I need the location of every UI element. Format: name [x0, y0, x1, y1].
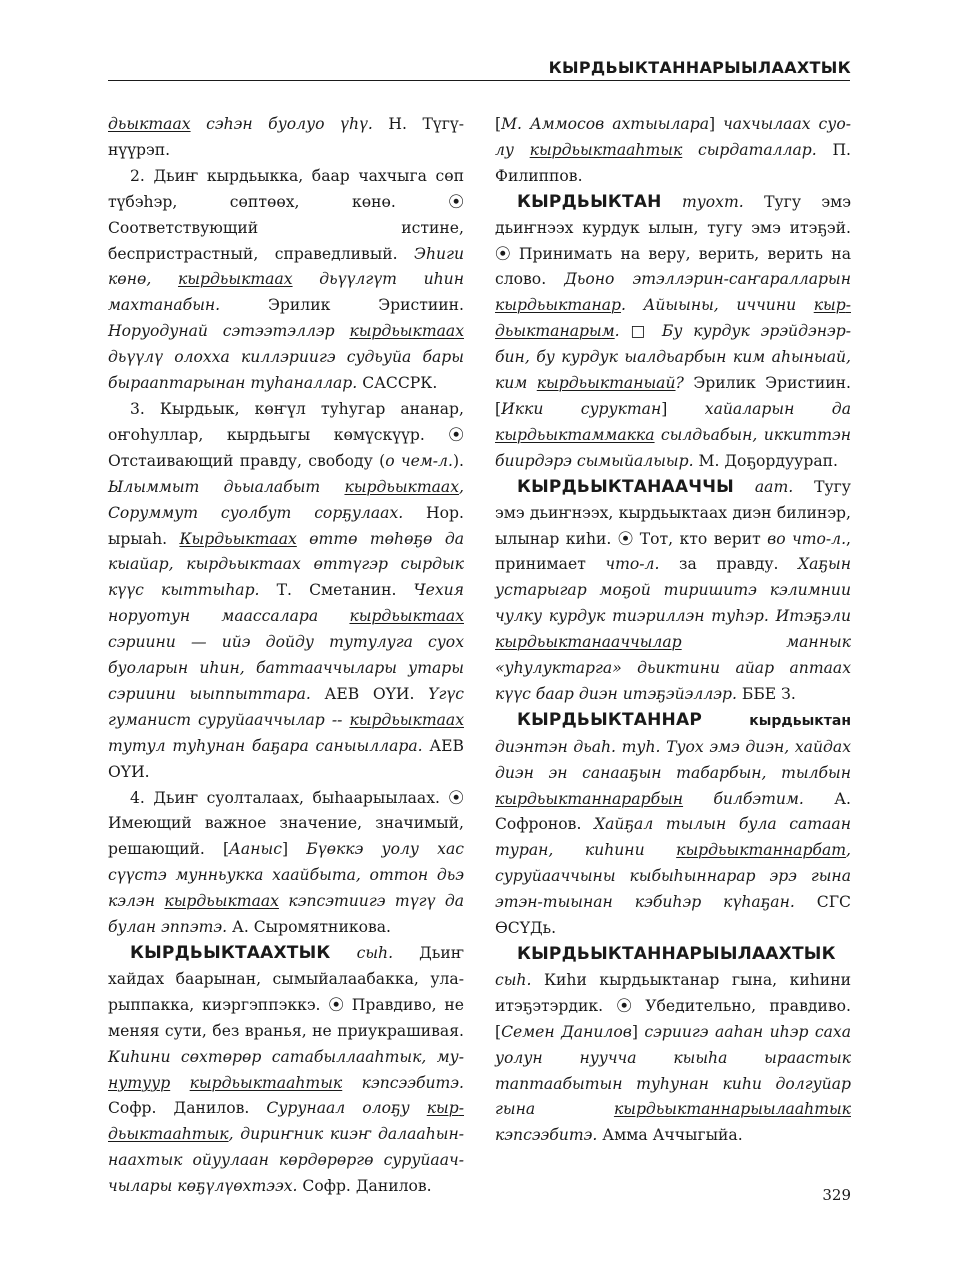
sense-marker-icon: ⦿	[603, 996, 646, 1015]
headword: КЫРДЬЫКТАННАРЫЫЛААХТЫК	[517, 944, 836, 964]
citation: Амма Аччыгыйа.	[597, 1126, 743, 1145]
right-column	[495, 112, 851, 1149]
part-of-speech: сыһ.	[495, 970, 532, 989]
citation: АЕВ ОҮИ.	[108, 736, 465, 781]
citation: П. Филиппов.	[495, 140, 851, 185]
citation: Эрилик Эристиин.	[683, 374, 851, 393]
entry-kyrdyktannar: КЫРДЬЫКТАННАР кырдьыктан диэнтэн дьаһ. туһ. Туох эмэ диэн, хайдах диэн эн санааҕын табарбын, тылбын кырдьыктаннарарбын билбэтим. А. Софронов. Хайҕал тылын була сатаан туран, киһини кырдьыктаннарбат, суруйааччыны кыбыһыннарар эрэ гына этэн-тыынан кэбиһэр күһаҕан. СГС ӨСҮДь.	[495, 709, 851, 938]
sense-marker-icon: ⦿	[424, 425, 464, 444]
left-continuation: дьыктаах сэһэн буолуо үһү. Н. Түгү-нүүрэп.	[108, 115, 464, 159]
sense-4: 4. Дьиҥ суолталаах, быһаарыылаах. ⦿ Имеющий важное значение, значимый, решающий. [Ааныс] Бүөккэ уолу хас сүүстэ мунньукка хаайбыта, оттон дьэ кэлэн кырдьыктаах кэпсэтиигэ түгү да булан эппэтэ. А. Сыромятникова.	[108, 788, 464, 937]
entry-kyrdyktan: КЫРДЬЫКТАН туохт. Тугу эмэ дьиҥнээх курдук ылын, тугу эмэ итэҕэй. ⦿ Принимать на веру, верить, верить на слово. Дьоно этэллэрин-саҥаралларын кырдьыктанар. Айыыны, иччини кырдьыктанарым. □ Бу курдук эрэйдэнэрбин, бу курдук ыалдьарбын ким аһыныай, ким кырдьыктаныай? Эрилик Эристиин. [Икки суруктан] хайаларын да кырдьыктаммакка сылдьабын, иккиттэн биирдэрэ сымыйалыыр. М. Доҕордуурап.	[495, 191, 852, 470]
left-column	[108, 112, 464, 1200]
headword: КЫРДЬЫКТАН	[517, 191, 662, 212]
sense-marker-icon: ⦿	[320, 995, 352, 1014]
sense-marker-icon: ⦿	[395, 192, 464, 211]
cross-reference: кырдьыктан	[702, 712, 851, 729]
headword: КЫРДЬЫКТААХТЫК	[130, 943, 331, 963]
part-of-speech: туохт.	[661, 192, 744, 211]
square-marker-icon: □	[619, 322, 662, 341]
citation: ББЕ З.	[736, 684, 796, 703]
sense-marker-icon: ⦿	[495, 244, 519, 263]
citation: СГС ӨСҮДь.	[495, 893, 851, 938]
citation: М. Доҕордуурап.	[693, 451, 838, 470]
entry-kyrdyktaakhtyk: КЫРДЬЫКТААХТЫК сыһ. Дьиҥ хайдах баарынан, сымыйалаабакка, уларыппакка, киэргэппэккэ. ⦿ Правдиво, не меняя сути, без вранья, не приукрашивая. Киһини сөхтөрөр сатабыллааһтык, мунутуур кырдьыктааһтык кэпсээбитэ. Софр. Данилов. Сурунаал олоҕу кырдьыктааһтык, дириҥник киэҥ далааһыннаахтык ойуулаан көрдөрөргө суруйааччылары көҕүлүөхтээх. Софр. Данилов.	[108, 943, 464, 1196]
part-of-speech: сыһ.	[330, 944, 394, 962]
sense-3: 3. Кырдьык, көҥүл туһугар ананар, оҥоһуллар, кырдьыгы көмүскүүр. ⦿ Отстаивающий правду, свободу (о чем-л.). Ылыммыт дьыалабыт кырдьыктаах, Соруммут суолбут сорҕулаах. Нор. ырыаһ. Кырдьыктаах өттө төһөҕө да кыайар, кырдьыктаах өттүгэр сырдык күүс кыттыһар. Т. Сметанин. Чехия норуотун маассалара кырдьыктаах сэриини — ийэ дойду тутулуга суох буоларын иһин, баттааччылары утары сэриини ыыппыттара. АЕВ ОҮИ. Үгүс гуманист суруйааччылар -- кырдьыктаах тутул туһунан баҕара саныыллара. АЕВ ОҮИ.	[108, 399, 465, 781]
sense-marker-icon: ⦿	[611, 529, 640, 548]
part-of-speech: аат.	[733, 477, 794, 496]
citation: САССРК.	[357, 374, 438, 393]
page-number: 329	[822, 1186, 851, 1204]
sense-2: 2. Дьиҥ кырдьыкка, баар чахчыга сөп түбэһэр, сөптөөх, көнө. ⦿ Соответствующий истине, беспристрастный, справедливый. Эһиги көнө, кырдьыктаах дьүүлгүт иһин махтанабын. Эрилик Эристиин. Норуодунай сэтээтэллэр кырдьыктаах дьүүлү олохха киллэриигэ судьуйа бары бырааптарынан туһаналлар. САССРК.	[108, 166, 464, 393]
entry-kyrdyktannaryylaakhtyk: КЫРДЬЫКТАННАРЫЫЛААХТЫК сыһ. Киһи кырдьыктанар гына, киһини итэҕэтэрдик. ⦿ Убедительно, правдиво. [Семен Данилов] сэриигэ ааһан иһэр саха уолун нуучча кыыһа ыраастык таптаабытын туһунан киһи долгуйар гына кырдьыктаннарыылааһтык кэпсээбитэ. Амма Аччыгыйа.	[495, 944, 852, 1145]
headword: КЫРДЬЫКТАНААЧЧЫ	[517, 476, 734, 497]
citation: АЕВ ОҮИ.	[310, 684, 415, 703]
example-keyword: дьыктаах	[108, 115, 191, 133]
right-continuation: [М. Аммосов ахтыылара] чахчылаах суолу кырдьыктааһтык сырдаталлар. П. Филиппов.	[495, 115, 851, 185]
running-header: КЫРДЬЫКТАННАРЫЫЛААХТЫК	[548, 58, 851, 77]
citation: А. Софронов.	[495, 789, 851, 834]
citation: Нор. ырыаһ.	[108, 503, 464, 548]
citation: Т. Сметанин.	[259, 581, 397, 600]
sense-marker-icon: ⦿	[439, 788, 464, 807]
citation: Софр. Данилов.	[108, 1099, 250, 1118]
citation: А. Сыромятникова.	[227, 918, 392, 937]
russian-gloss: Соответствующий истине, беспристрастный, справедливый.	[108, 218, 464, 263]
entry-kyrdyktanaachchy: КЫРДЬЫКТАНААЧЧЫ аат. Тугу эмэ дьиҥнээх, кырдьыктаах диэн билинэр, ылынар киһи. ⦿ Тот, кто верит во что-л., принимает что-л. за правду. Хаҕын устарыгар моҕой тиришитэ кэлимнии чулку курдук тиэриллэн туһэр. Итэҕэли кырдьыктанааччылар маннык «уһулуктарга» дьиктини айар аптаах күүс баар диэн итэҕэйэллэр. ББЕ З.	[495, 476, 852, 703]
citation: Эрилик Эристиин.	[220, 296, 464, 315]
headword: КЫРДЬЫКТАННАР	[517, 709, 703, 730]
citation: Софр. Данилов.	[297, 1177, 432, 1196]
citation: Н. Түгү-нүүрэп.	[108, 115, 464, 159]
header-rule	[108, 80, 850, 81]
